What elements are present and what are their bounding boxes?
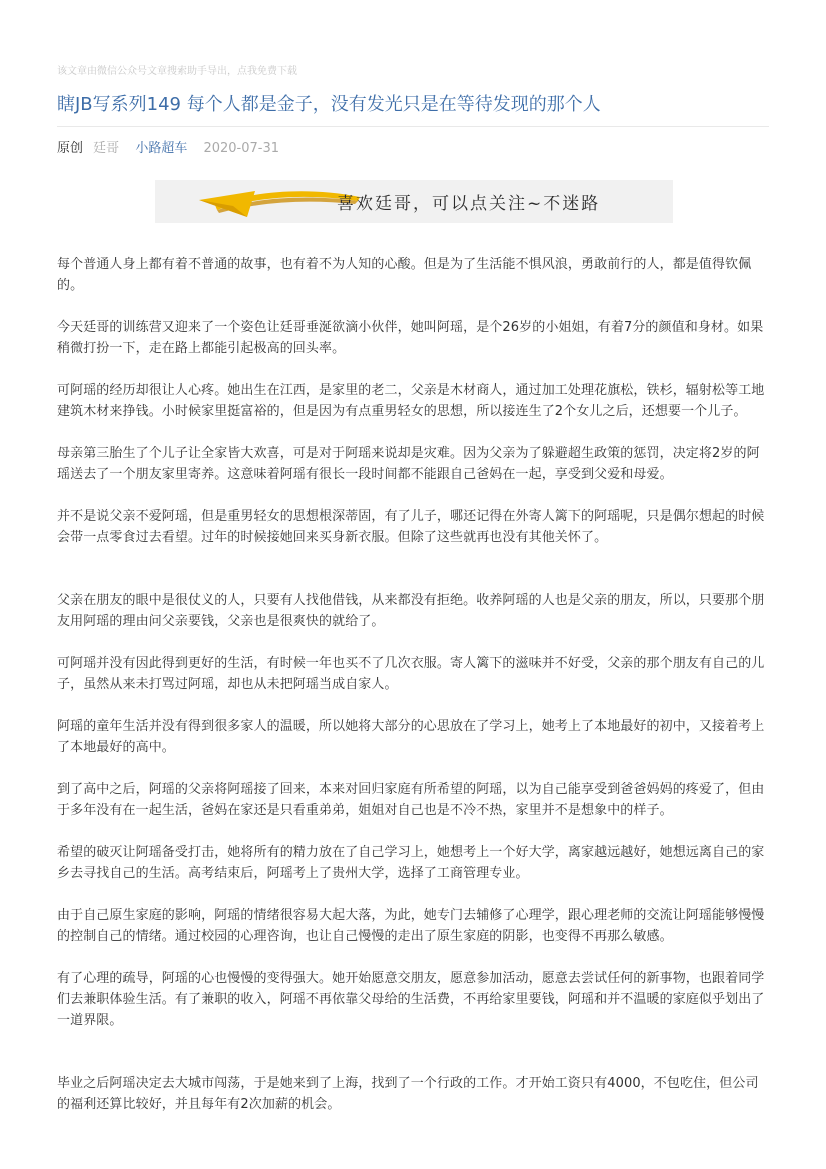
paragraph: 每个普通人身上都有着不普通的故事，也有着不为人知的心酸。但是为了生活能不惧风浪，勇敢前行的人，都是值得钦佩的。: [57, 257, 752, 293]
author-name: 廷哥: [93, 141, 120, 156]
export-notice-link[interactable]: 该文章由微信公众号文章搜索助手导出，点我免费下载: [57, 66, 297, 77]
account-link[interactable]: 小路超车: [135, 141, 188, 156]
article-title: 瞎JB写系列149 每个人都是金子，没有发光只是在等待发现的那个人: [57, 94, 601, 115]
paragraph: 并不是说父亲不爱阿瑶，但是重男轻女的思想根深蒂固，有了儿子，哪还记得在外寄人篱下的阿瑶呢，只是偶尔想起的时候会带一点零食过去看望。过年的时候接她回来买身新衣服。但除了这些就再也没有其他关怀了。: [57, 509, 765, 545]
paragraph: 到了高中之后，阿瑶的父亲将阿瑶接了回来，本来对回归家庭有所希望的阿瑶，以为自己能享受到爸爸妈妈的疼爱了，但由于多年没有在一起生活，爸妈在家还是只看重弟弟，姐姐对自己也是不冷不热，家里并不是想象中的样子。: [57, 782, 765, 818]
paragraph: 希望的破灭让阿瑶备受打击，她将所有的精力放在了自己学习上，她想考上一个好大学，离家越远越好，她想远离自己的家乡去寻找自己的生活。高考结束后，阿瑶考上了贵州大学，选择了工商管理专业。: [57, 845, 765, 881]
paragraph: 阿瑶的童年生活并没有得到很多家人的温暖，所以她将大部分的心思放在了学习上，她考上了本地最好的初中，又接着考上了本地最好的高中。: [57, 719, 765, 755]
paragraph: 今天廷哥的训练营又迎来了一个姿色让廷哥垂涎欲滴小伙伴，她叫阿瑶，是个26岁的小姐姐，有着7分的颜值和身材。如果稍微打扮一下，走在路上都能引起极高的回头率。: [57, 320, 764, 356]
paragraph: 由于自己原生家庭的影响，阿瑶的情绪很容易大起大落，为此，她专门去辅修了心理学，跟心理老师的交流让阿瑶能够慢慢的控制自己的情绪。通过校园的心理咨询，也让自己慢慢的走出了原生家庭的阴影，也变得不再那么敏感。: [57, 908, 765, 944]
paragraph: 父亲在朋友的眼中是很仗义的人，只要有人找他借钱，从来都没有拒绝。收养阿瑶的人也是父亲的朋友，所以，只要那个朋友用阿瑶的理由问父亲要钱，父亲也是很爽快的就给了。: [57, 593, 765, 629]
paragraph: 毕业之后阿瑶决定去大城市闯荡，于是她来到了上海，找到了一个行政的工作。才开始工资只有4000，不包吃住，但公司的福利还算比较好，并且每年有2次加薪的机会。: [57, 1076, 759, 1112]
title-divider: [57, 126, 769, 127]
publish-date: 2020-07-31: [203, 141, 280, 156]
follow-banner: [155, 180, 673, 223]
paragraph: 可阿瑶的经历却很让人心疼。她出生在江西，是家里的老二，父亲是木材商人，通过加工处理花旗松，铁杉，辐射松等工地建筑木材来挣钱。小时候家里挺富裕的，但是因为有点重男轻女的思想，所以接连生了2个女儿之后，还想要一个儿子。: [57, 383, 765, 419]
paragraph: 可阿瑶并没有因此得到更好的生活，有时候一年也买不了几次衣服。寄人篱下的滋味并不好受，父亲的那个朋友有自己的儿子，虽然从来未打骂过阿瑶，却也从未把阿瑶当成自家人。: [57, 656, 765, 692]
paragraph: 母亲第三胎生了个儿子让全家皆大欢喜，可是对于阿瑶来说却是灾难。因为父亲为了躲避超生政策的惩罚，决定将2岁的阿瑶送去了一个朋友家里寄养。这意味着阿瑶有很长一段时间都不能跟自己爸妈在一起，享受到父爱和母爱。: [57, 446, 760, 482]
article-body: [57, 254, 769, 1115]
article-meta: [57, 140, 279, 158]
banner-text: 喜欢廷哥，可以点关注~不迷路: [337, 194, 601, 214]
paragraph: 有了心理的疏导，阿瑶的心也慢慢的变得强大。她开始愿意交朋友，愿意参加活动，愿意去尝试任何的新事物，也跟着同学们去兼职体验生活。有了兼职的收入，阿瑶不再依靠父母给的生活费，不再给家里要钱，阿瑶和并不温暖的家庭似乎划出了一道界限。: [57, 971, 765, 1028]
original-label: 原创: [57, 141, 84, 156]
